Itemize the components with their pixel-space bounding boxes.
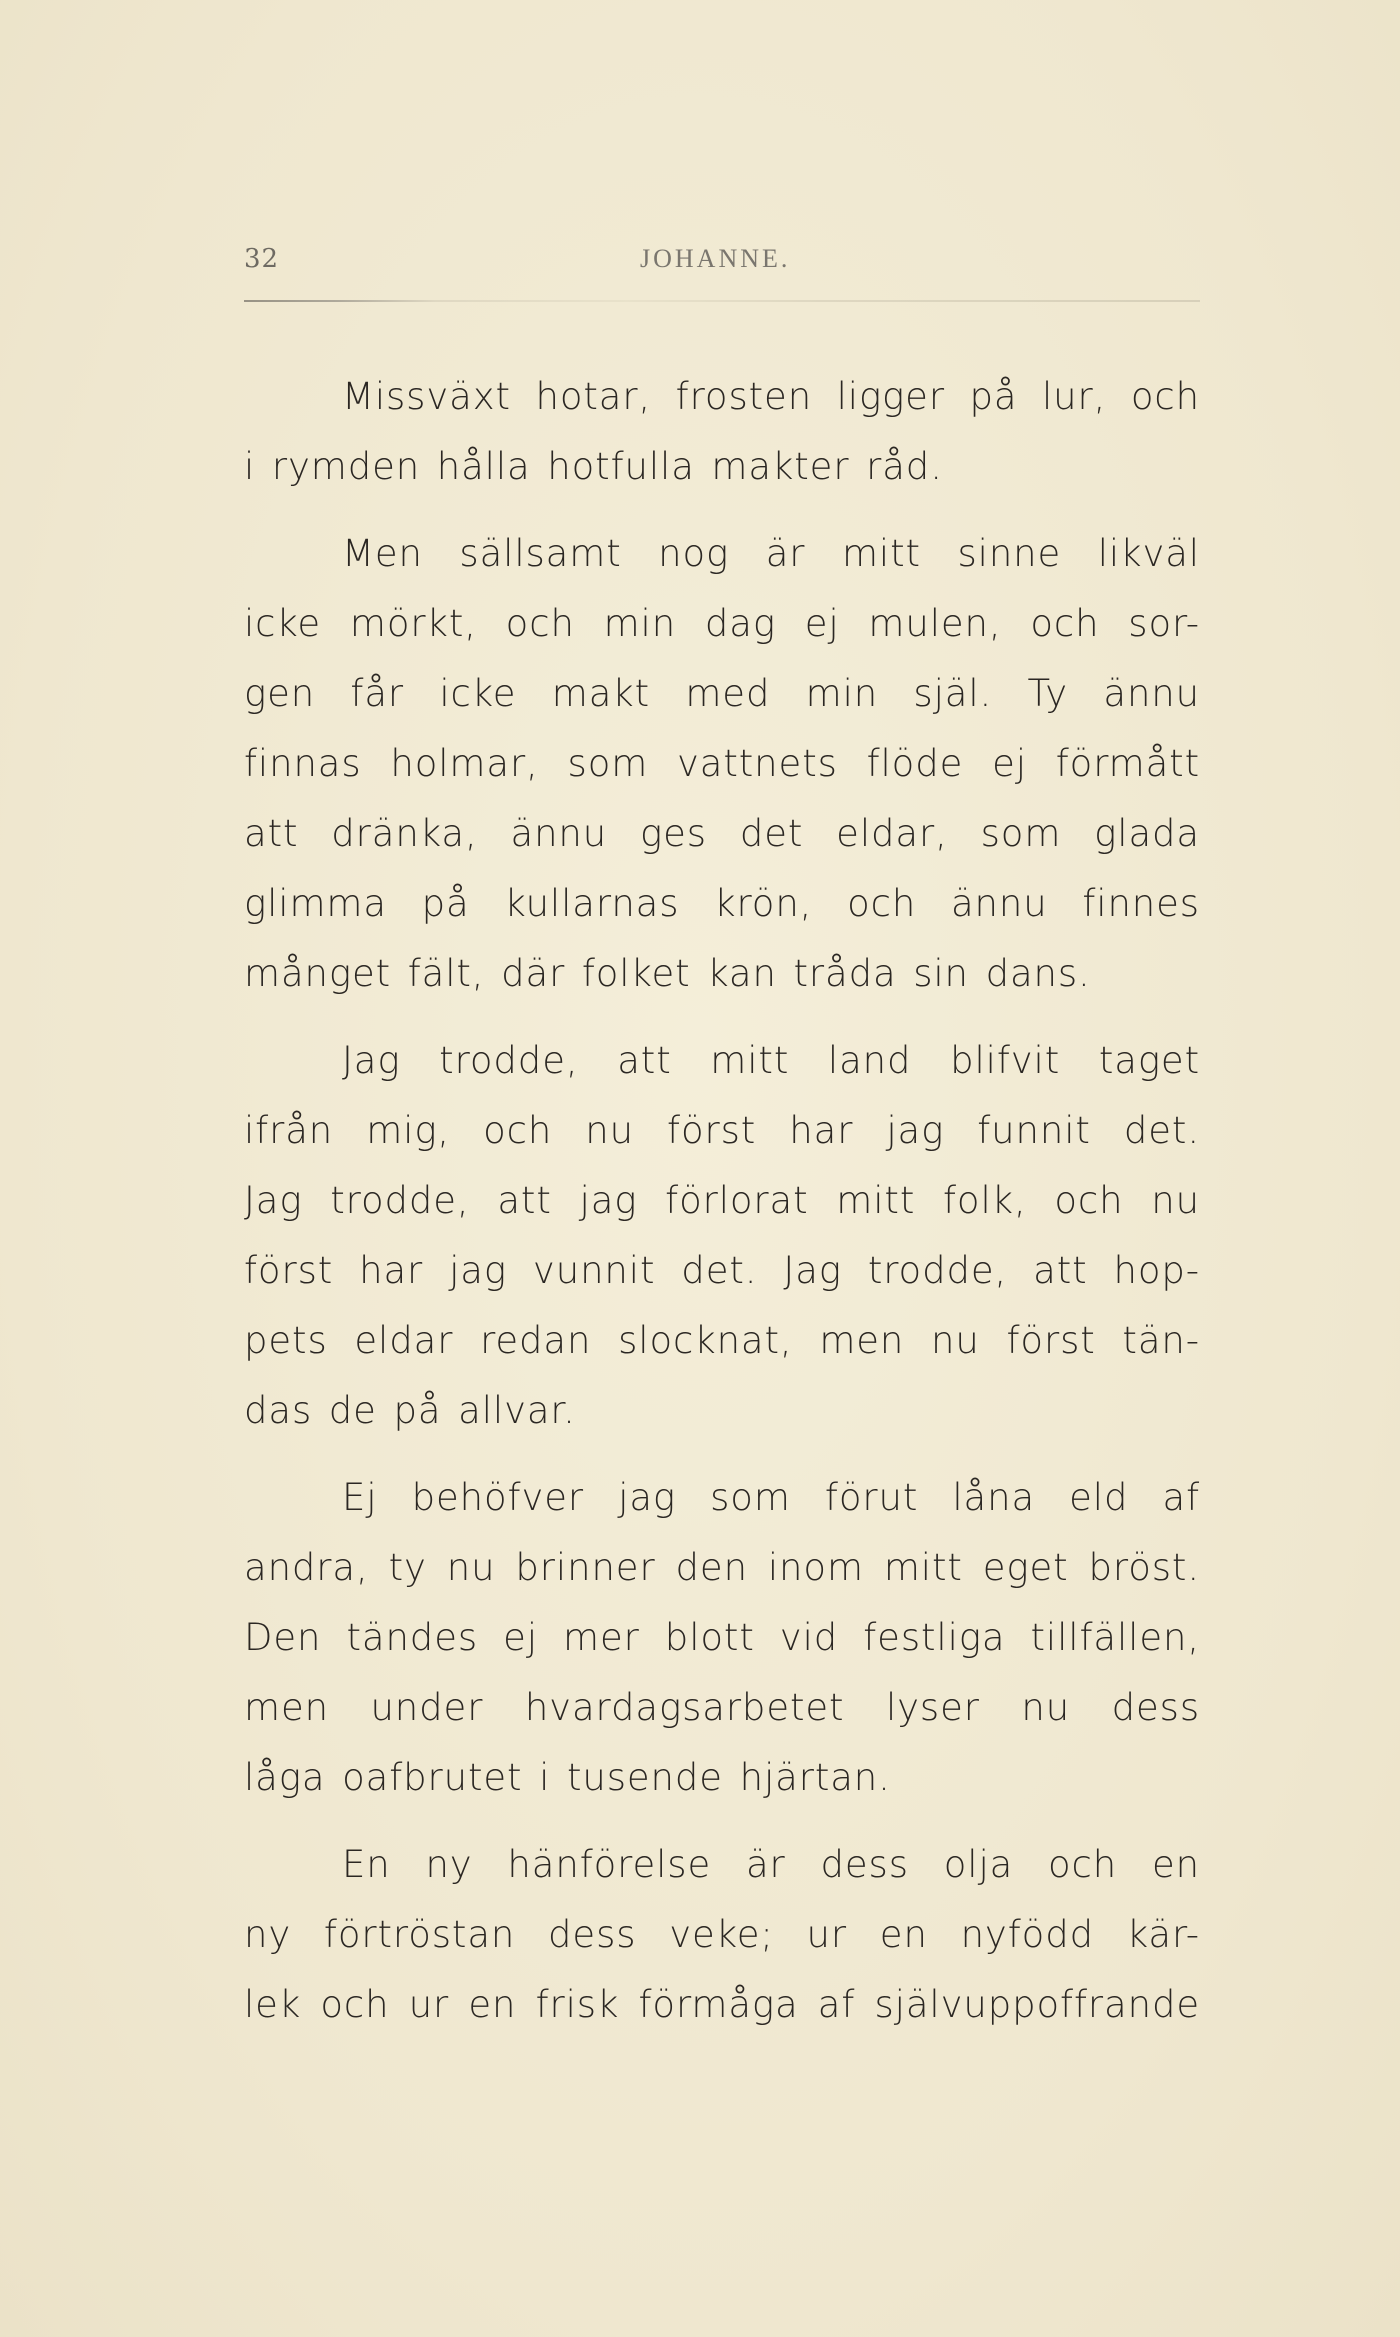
text-line: ifrån mig, och nu först har jag funnit det. xyxy=(244,1109,1200,1152)
text-line: pets eldar redan slocknat, men nu först tän- xyxy=(244,1319,1200,1362)
text-line: i rymden hålla hotfulla makter råd. xyxy=(244,445,943,488)
text-line: låga oafbrutet i tusende hjärtan. xyxy=(244,1756,891,1799)
text-line: Missväxt hotar, frosten ligger på lur, och xyxy=(342,375,1200,418)
text-line: glimma på kullarnas krön, och ännu finnes xyxy=(244,882,1200,925)
page-number: 32 xyxy=(244,244,280,274)
text-line: finnas holmar, som vattnets flöde ej förmått xyxy=(244,742,1200,785)
paragraph-1 xyxy=(244,362,1200,502)
running-title: JOHANNE. xyxy=(640,244,791,273)
text-line: Ej behöfver jag som förut låna eld af xyxy=(342,1476,1200,1519)
paragraph-5 xyxy=(244,1830,1200,2040)
text-line: icke mörkt, och min dag ej mulen, och sor- xyxy=(244,602,1200,645)
text-line: Jag trodde, att jag förlorat mitt folk, och nu xyxy=(244,1179,1200,1222)
text-line: Jag trodde, att mitt land blifvit taget xyxy=(342,1039,1200,1082)
body-text xyxy=(244,362,1200,2057)
text-line: först har jag vunnit det. Jag trodde, att hop- xyxy=(244,1249,1200,1292)
text-line: das de på allvar. xyxy=(244,1389,576,1432)
text-line: månget fält, där folket kan tråda sin dans. xyxy=(244,952,1091,995)
text-line: men under hvardagsarbetet lyser nu dess xyxy=(244,1686,1200,1729)
text-line: andra, ty nu brinner den inom mitt eget bröst. xyxy=(244,1546,1200,1589)
text-line: En ny hänförelse är dess olja och en xyxy=(342,1843,1200,1886)
text-line: Den tändes ej mer blott vid festliga tillfällen, xyxy=(244,1616,1200,1659)
text-line: ny förtröstan dess veke; ur en nyfödd kär- xyxy=(244,1913,1200,1956)
page-header xyxy=(244,244,1200,284)
paragraph-4 xyxy=(244,1463,1200,1813)
text-line: Men sällsamt nog är mitt sinne likväl xyxy=(342,532,1200,575)
text-line: lek och ur en frisk förmåga af självuppoffrande xyxy=(244,1983,1200,2026)
header-rule xyxy=(244,300,1200,302)
text-line: gen får icke makt med min själ. Ty ännu xyxy=(244,672,1200,715)
text-line: att dränka, ännu ges det eldar, som glada xyxy=(244,812,1200,855)
paragraph-2 xyxy=(244,519,1200,1009)
paragraph-3 xyxy=(244,1026,1200,1446)
